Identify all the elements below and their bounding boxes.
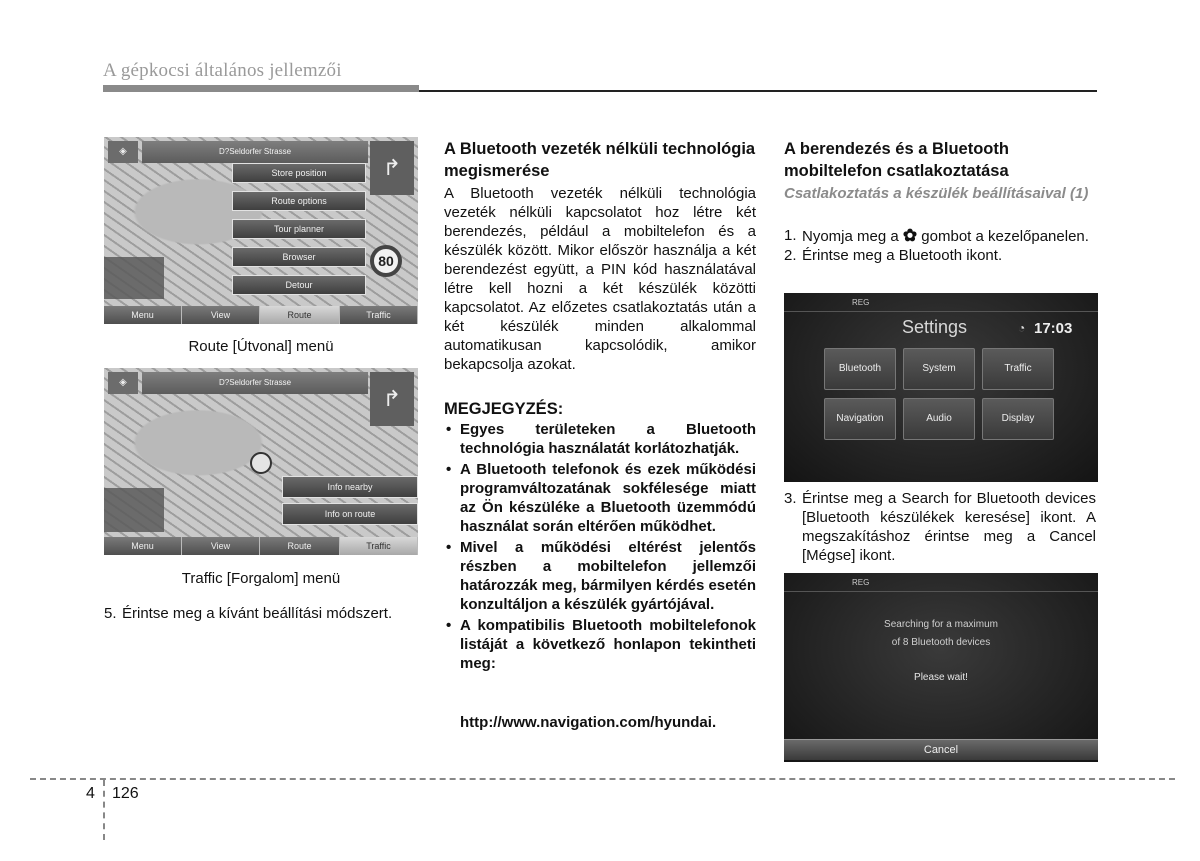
page-number: 126 bbox=[112, 785, 139, 802]
tab-menu: Menu bbox=[104, 537, 182, 555]
menu-item-detour: Detour bbox=[232, 275, 366, 295]
cancel-button: Cancel bbox=[784, 739, 1098, 760]
tab-traffic: Traffic bbox=[340, 537, 418, 555]
settings-system-button: System bbox=[903, 348, 975, 390]
note-item: • A Bluetooth telefonok és ezek működési programváltozatának sokfélesége miatt az Ön készüléke a Bluetooth üzemmódú használat során eltérően működhet. bbox=[444, 460, 756, 536]
footer-dashed-divider bbox=[103, 780, 105, 840]
clock-icon: ◔ bbox=[1018, 321, 1026, 335]
menu-item-store-position: Store position bbox=[232, 163, 366, 183]
settings-traffic-button: Traffic bbox=[982, 348, 1054, 390]
traffic-menu-screenshot bbox=[104, 368, 418, 555]
step-text-b: gombot a kezelőpanelen. bbox=[921, 228, 1089, 245]
header-rule bbox=[419, 90, 1097, 92]
tab-view: View bbox=[182, 306, 260, 324]
step-3 bbox=[784, 489, 1096, 565]
tab-route: Route bbox=[260, 306, 340, 324]
trip-info-box bbox=[104, 488, 164, 532]
search-line-2: of 8 Bluetooth devices bbox=[891, 637, 991, 648]
settings-audio-button: Audio bbox=[903, 398, 975, 440]
notes-list bbox=[444, 420, 756, 675]
street-bar bbox=[142, 141, 368, 163]
reg-tag: REG bbox=[852, 578, 870, 587]
hyundai-url: http://www.navigation.com/hyundai. bbox=[460, 714, 717, 731]
speed-limit-value: 80 bbox=[378, 253, 394, 269]
step-item bbox=[784, 489, 1096, 565]
compass-icon: ◈ bbox=[108, 372, 138, 394]
screen-top-rule bbox=[784, 591, 1098, 592]
trip-info-box bbox=[104, 257, 164, 299]
section-heading-connect: A berendezés és a Bluetooth mobiltelefon csatlakoztatása bbox=[784, 140, 1009, 180]
street-name: D?Seldorfer Strasse bbox=[218, 378, 292, 387]
note-item: • A kompatibilis Bluetooth mobiltelefonok listáját a következő honlapon tekintheti meg: bbox=[444, 616, 756, 673]
tab-route: Route bbox=[260, 537, 340, 555]
step-item bbox=[784, 226, 1096, 246]
speed-limit-sign bbox=[370, 245, 402, 277]
screen-top-rule bbox=[784, 311, 1098, 312]
settings-screenshot bbox=[784, 293, 1098, 482]
connect-subheading: Csatlakoztatás a készülék beállításaival (1) bbox=[784, 185, 1089, 202]
step-item bbox=[104, 604, 418, 623]
running-header: A gépkocsi általános jellemzői bbox=[103, 60, 342, 81]
chapter-number: 4 bbox=[86, 785, 95, 802]
tab-menu: Menu bbox=[104, 306, 182, 324]
step-number: 3. bbox=[784, 490, 797, 507]
street-bar bbox=[142, 372, 368, 394]
search-line-1: Searching for a maximum bbox=[884, 619, 998, 630]
menu-item-info-on-route: Info on route bbox=[282, 503, 418, 525]
step-text: Érintse meg a Search for Bluetooth devices [Bluetooth készülékek keresése] ikont. A megszakításhoz érintse meg a Cancel [Mégse] ikont. bbox=[802, 490, 1096, 564]
clock-time: 17:03 bbox=[1034, 320, 1073, 337]
steps-1-2 bbox=[784, 226, 1096, 265]
vehicle-position-icon bbox=[250, 452, 272, 474]
turn-arrow-icon: ↱ bbox=[370, 141, 414, 195]
compass-icon: ◈ bbox=[108, 141, 138, 163]
settings-display-button: Display bbox=[982, 398, 1054, 440]
step-number: 1. bbox=[784, 227, 797, 244]
figure1-caption: Route [Útvonal] menü bbox=[188, 338, 334, 355]
turn-arrow-icon: ↱ bbox=[370, 372, 414, 426]
step-number: 5. bbox=[104, 605, 117, 622]
header-bar bbox=[103, 85, 419, 92]
tab-view: View bbox=[182, 537, 260, 555]
street-name: D?Seldorfer Strasse bbox=[218, 147, 292, 156]
tab-traffic: Traffic bbox=[340, 306, 418, 324]
reg-tag: REG bbox=[852, 298, 870, 307]
note-item: • Mivel a működési eltérést jelentős részben a mobiltelefon jellemzői határozzák meg, bármilyen kérdés esetén konzultáljon a készülék gyártójával. bbox=[444, 538, 756, 614]
step-text: Érintse meg a Bluetooth ikont. bbox=[802, 247, 1003, 264]
menu-item-info-nearby: Info nearby bbox=[282, 476, 418, 498]
section-heading-bluetooth: A Bluetooth vezeték nélküli technológia megismerése bbox=[444, 140, 756, 180]
settings-navigation-button: Navigation bbox=[824, 398, 896, 440]
note-heading: MEGJEGYZÉS: bbox=[444, 400, 564, 418]
step-5 bbox=[104, 604, 418, 623]
route-menu-screenshot bbox=[104, 137, 418, 324]
step-item bbox=[784, 246, 1096, 265]
gear-icon: ✿ bbox=[902, 226, 918, 245]
step-text: Érintse meg a kívánt beállítási módszert. bbox=[122, 605, 393, 622]
settings-title: Settings bbox=[902, 317, 968, 337]
step-text-a: Nyomja meg a bbox=[802, 228, 899, 245]
step-number: 2. bbox=[784, 247, 797, 264]
footer-dashed-rule bbox=[30, 778, 1175, 780]
menu-item-browser: Browser bbox=[232, 247, 366, 267]
please-wait-text: Please wait! bbox=[914, 672, 968, 683]
menu-item-tour-planner: Tour planner bbox=[232, 219, 366, 239]
bluetooth-intro-paragraph: A Bluetooth vezeték nélküli technológia vezeték nélküli kapcsolatot hoz létre két berendezés, például a mobiltelefon és a készülék között. Mikor először használja a két berendezést együtt, a PIN kód használatával létre kell hozni a két készülék közötti kapcsolatot. Az előzetes csatlakoztatás után a két készülék minden alkalommal automatikusan kapcsolódik, amikor bekapcsolja azokat. bbox=[444, 185, 756, 373]
bluetooth-search-screenshot bbox=[784, 573, 1098, 762]
menu-item-route-options: Route options bbox=[232, 191, 366, 211]
settings-bluetooth-button: Bluetooth bbox=[824, 348, 896, 390]
figure2-caption: Traffic [Forgalom] menü bbox=[181, 570, 341, 587]
note-item: • Egyes területeken a Bluetooth technológia használatát korlátozhatják. bbox=[444, 420, 756, 458]
